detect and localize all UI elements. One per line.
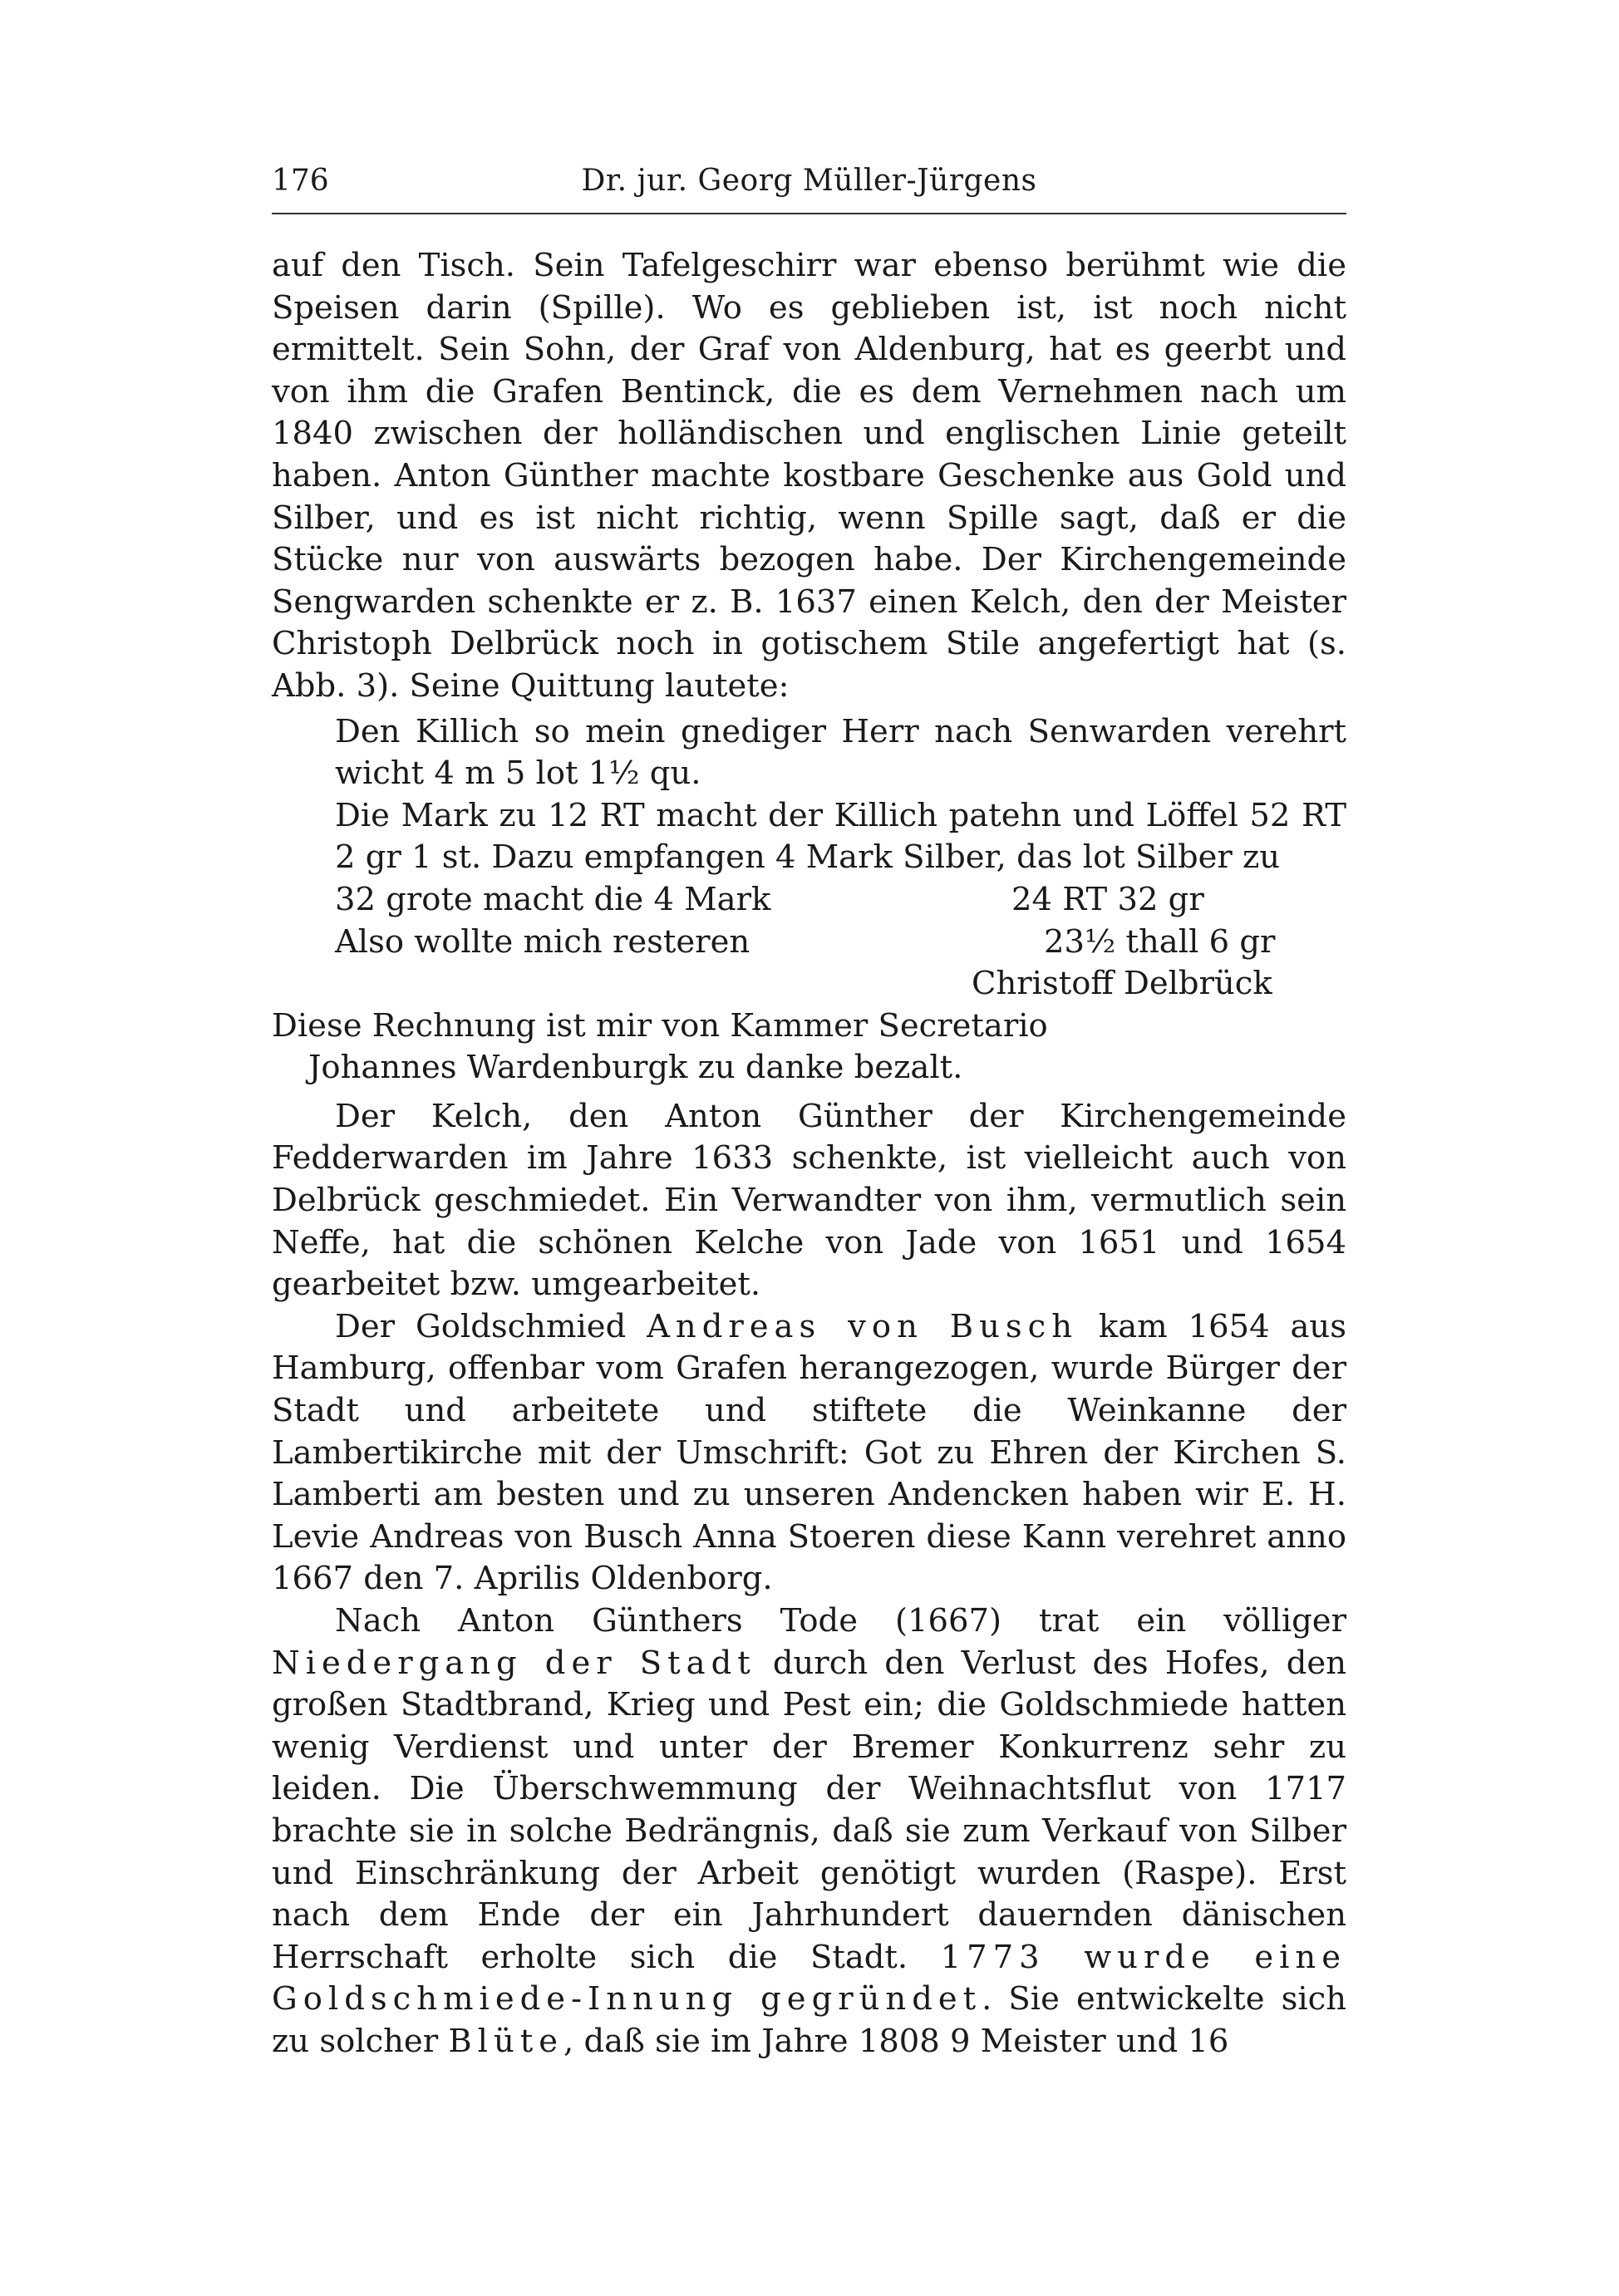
page-header [272, 156, 1346, 206]
quote-row-2-label: Also wollte mich resteren [335, 922, 750, 961]
paragraph-4-spaced-2: 1773 wurde eine Goldschmiede-Innung gegründet [272, 1938, 1346, 2018]
paragraph-4-part-2: durch den Verlust des Hofes, den großen Stadtbrand, Krieg und Pest ein; die Goldschmiede hatten wenig Verdienst und unter der Bremer Konkurrenz sehr zu leiden. Die Überschwemmung der Weihnachtsflut von 1717 brachte sie in solche Bedrängnis, daß sie zum Verkauf von Silber und Einschränkung der Arbeit genötigt wurden (Raspe). Erst nach dem Ende der ein Jahrhundert dauernden dänischen Herrschaft erholte sich die Stadt. [272, 1644, 1346, 1976]
receipt-quote [335, 711, 1346, 1005]
quote-row-1 [335, 879, 1346, 922]
quote-row-1-label: 32 grote macht die 4 Mark [335, 880, 771, 918]
running-title: Dr. jur. Georg Müller-Jürgens [581, 164, 1037, 198]
quote-signature: Christoff Delbrück [972, 965, 1272, 1003]
header-rule [272, 213, 1346, 214]
paragraph-1: auf den Tisch. Sein Tafelgeschirr war ebenso berühmt wie die Speisen darin (Spille). Wo es geblieben ist, ist noch nicht ermittelt. Sein Sohn, der Graf von Aldenburg, hat es geerbt und von ihm die Grafen Bentinck, die es dem Vernehmen nach um 1840 zwischen der holländischen und englischen Linie geteilt haben. Anton Günther machte kostbare Geschenke aus Gold und Silber, und es ist nicht richtig, wenn Spille sagt, daß er die Stücke nur von auswärts bezogen habe. Der Kirchengemeinde Sengwarden schenkte er z. B. 1637 einen Kelch, den der Meister Christoph Delbrück noch in gotischem Stile angefertigt hat (s. Abb. 3). Seine Quittung lautete: [272, 247, 1346, 705]
paragraph-4-spaced-1: Niedergang der Stadt [272, 1644, 756, 1682]
paragraph-3-before: Der Goldschmied [335, 1307, 647, 1345]
paragraph-4-part-1: Nach Anton Günthers Tode (1667) trat ein völliger [335, 1602, 1346, 1640]
quote-line-1: Den Killich so mein gnediger Herr nach Senwarden verehrt wicht 4 m 5 lot 1½ qu. [335, 712, 1346, 793]
paragraph-4-spaced-3: Blüte [448, 2022, 564, 2060]
paragraph-4 [272, 1600, 1346, 2063]
quote-note-line-1: Diese Rechnung ist mir von Kammer Secretario [272, 1006, 1048, 1045]
page-number: 176 [272, 164, 329, 198]
paragraph-3-name-spaced: Andreas von Busch [647, 1307, 1078, 1345]
body-text [272, 245, 1346, 2063]
quote-row-1-value: 24 RT 32 gr [1011, 880, 1204, 918]
quote-row-2 [335, 922, 1346, 964]
paragraph-4-part-4: , daß sie im Jahre 1808 9 Meister und 16 [563, 2022, 1229, 2060]
quote-note-line-2: Johannes Wardenburgk zu danke bezalt. [308, 1049, 963, 1087]
paragraph-3-after: kam 1654 aus Hamburg, offenbar vom Grafen herangezogen, wurde Bürger der Stadt und arbeitete und stiftete die Weinkanne der Lambertikirche mit der Umschrift: Got zu Ehren der Kirchen S. Lamberti am besten und zu unseren Andencken haben wir E. H. Levie Andreas von Busch Anna Stoeren diese Kann verehret anno 1667 den 7. Aprilis Oldenborg. [272, 1307, 1346, 1598]
paragraph-4-part-3: . Sie entwickelte sich zu solcher [272, 1980, 1347, 2060]
quote-line-2: Die Mark zu 12 RT macht der Killich patehn und Löffel 52 RT 2 gr 1 st. Dazu empfangen 4 Mark Silber, das lot Silber zu [335, 796, 1346, 877]
paragraph-2: Der Kelch, den Anton Günther der Kirchengemeinde Fedderwarden im Jahre 1633 schenkte, ist vielleicht auch von Delbrück geschmiedet. Ein Verwandter von ihm, vermutlich sein Neffe, hat die schönen Kelche von Jade von 1651 und 1654 gearbeitet bzw. umgearbeitet. [272, 1097, 1346, 1304]
quote-row-2-value: 23½ thall 6 gr [1044, 922, 1276, 961]
paragraph-3 [272, 1306, 1346, 1600]
